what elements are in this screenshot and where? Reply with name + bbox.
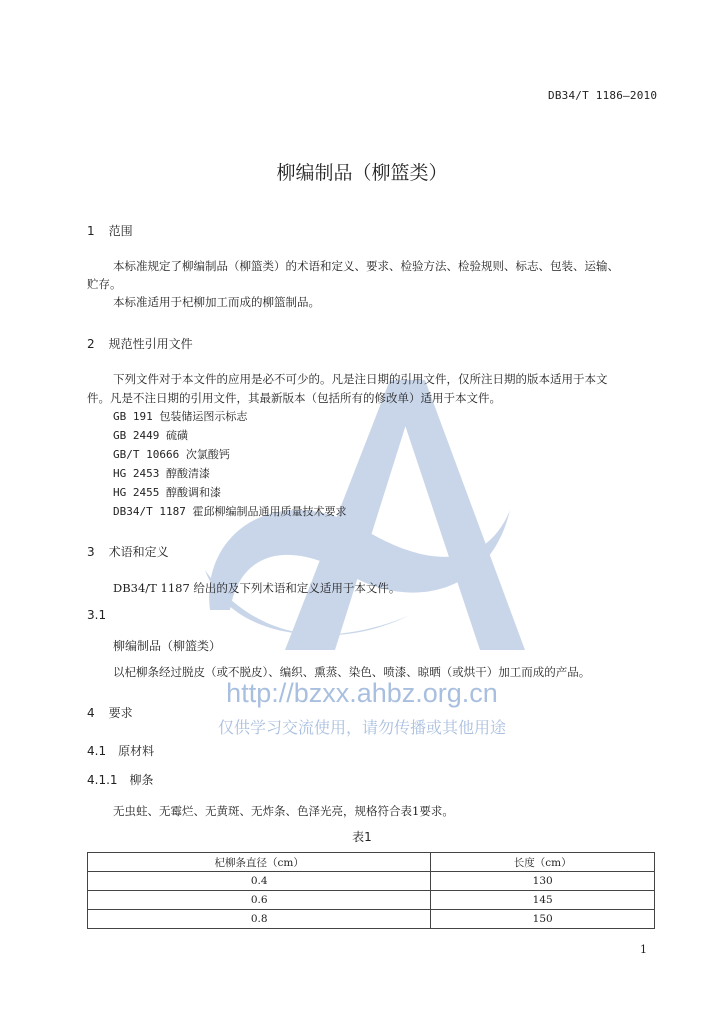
- section-2-heading: [87, 335, 193, 352]
- reference-item: GB/T 10666 次氯酸钙: [113, 448, 230, 461]
- watermark-note: 仅供学习交流使用，请勿传播或其他用途: [217, 718, 506, 737]
- reference-item: DB34/T 1187 霍邱柳编制品通用质量技术要求: [113, 505, 347, 518]
- section-title: 规范性引用文件: [108, 337, 193, 351]
- section-number: 4: [87, 706, 95, 720]
- section-3-heading: [87, 543, 169, 560]
- watermark-url: http://bzxx.ahbz.org.cn: [226, 678, 498, 708]
- section-title: 术语和定义: [108, 545, 169, 559]
- section-number: 3: [87, 545, 95, 559]
- table-header-cell: 杞柳条直径（cm）: [88, 853, 431, 872]
- subsection-4-1-1-heading: [87, 771, 154, 788]
- subsection-4-1-heading: [87, 742, 154, 759]
- table-row: [88, 872, 655, 891]
- section-number: 4.1.1: [87, 773, 118, 787]
- table-cell: 130: [431, 872, 655, 891]
- paragraph: 下列文件对于本文件的应用是必不可少的。凡是注日期的引用文件，仅所注日期的版本适用于本文: [113, 372, 608, 386]
- table-1: [87, 852, 655, 929]
- paragraph: 本标准适用于杞柳加工而成的柳篮制品。: [113, 295, 320, 309]
- page-number: 1: [640, 943, 647, 956]
- section-number: 2: [87, 337, 95, 351]
- table-cell: 0.6: [88, 891, 431, 910]
- reference-item: HG 2455 醇酸调和漆: [113, 486, 221, 499]
- paragraph: 件。凡是不注日期的引用文件，其最新版本（包括所有的修改单）适用于本文件。: [87, 391, 501, 405]
- table-row: [88, 910, 655, 929]
- section-number: 4.1: [87, 744, 107, 758]
- term-definition: 以杞柳条经过脱皮（或不脱皮）、编织、熏蒸、染色、喷漆、晾晒（或烘干）加工而成的产品。: [113, 665, 591, 679]
- table-cell: 145: [431, 891, 655, 910]
- table-cell: 150: [431, 910, 655, 929]
- document-number: DB34/T 1186—2010: [548, 89, 658, 102]
- table-cell: 0.8: [88, 910, 431, 929]
- section-title: 范围: [108, 224, 133, 238]
- table-row: [88, 891, 655, 910]
- table-header-cell: 长度（cm）: [431, 853, 655, 872]
- term-heading: 柳编制品（柳篮类）: [113, 639, 222, 653]
- section-title: 要求: [108, 706, 133, 720]
- paragraph: DB34/T 1187 给出的及下列术语和定义适用于本文件。: [113, 581, 401, 595]
- paragraph: 贮存。: [87, 277, 122, 291]
- table-caption: 表1: [352, 830, 372, 844]
- reference-item: GB 191 包装储运图示标志: [113, 410, 248, 423]
- section-title: 柳条: [129, 773, 154, 787]
- paragraph: 无虫蛀、无霉烂、无黄斑、无炸条、色泽光亮，规格符合表1要求。: [113, 804, 454, 818]
- section-title: 原材料: [118, 744, 155, 758]
- section-1-heading: [87, 222, 133, 239]
- section-4-heading: [87, 704, 133, 721]
- page-title: 柳编制品（柳篮类）: [276, 162, 448, 184]
- table-header-row: [88, 853, 655, 872]
- reference-item: GB 2449 硫磺: [113, 429, 188, 442]
- reference-item: HG 2453 醇酸清漆: [113, 467, 210, 480]
- section-number: 1: [87, 224, 95, 238]
- paragraph: 本标准规定了柳编制品（柳篮类）的术语和定义、要求、检验方法、检验规则、标志、包装、运输、: [113, 259, 619, 273]
- subsection-3-1-number: 3.1: [87, 608, 107, 622]
- table-cell: 0.4: [88, 872, 431, 891]
